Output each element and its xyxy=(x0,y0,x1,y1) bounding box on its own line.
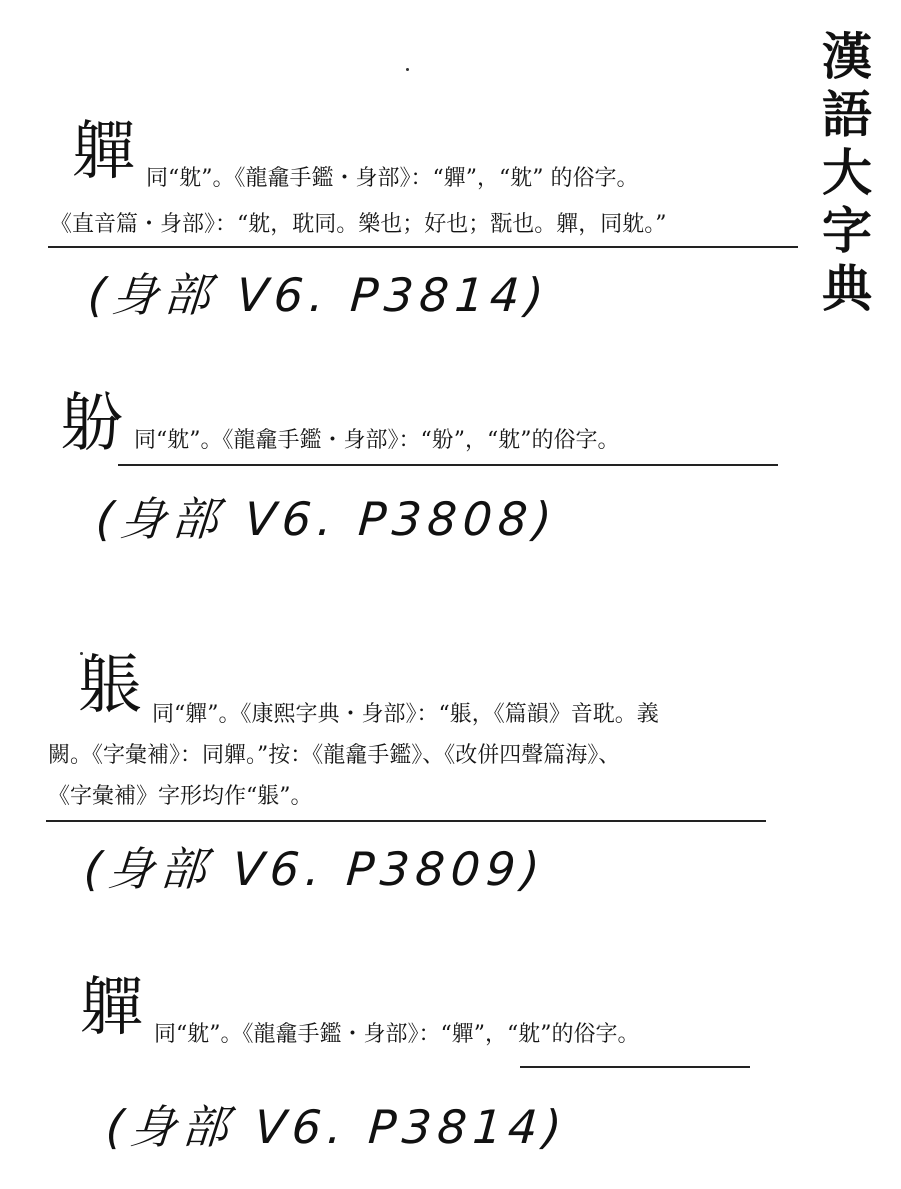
underline xyxy=(48,246,798,248)
handwritten-note: (身部 V6. P3808) xyxy=(94,492,560,546)
handwritten-note: (身部 V6. P3814) xyxy=(86,268,552,322)
definition-line: 同“軃”。《康熙字典・身部》：“躼，《篇韻》音耽。義 xyxy=(152,702,659,727)
underline xyxy=(46,820,766,822)
title-char: 大 xyxy=(822,144,872,202)
title-char: 語 xyxy=(822,86,872,144)
title-char: 漢 xyxy=(822,28,872,86)
head-character: 躼 xyxy=(78,649,142,723)
definition-line: 闕。《字彙補》：同軃。”按：《龍龕手鑑》、《改併四聲篇海》、 xyxy=(48,743,621,768)
definition-line: 同“躭”。《龍龕手鑑・身部》：“軃”，“躭” 的俗字。 xyxy=(146,166,639,191)
dictionary-title xyxy=(817,28,877,318)
handwritten-note: (身部 V6. P3814) xyxy=(104,1100,570,1154)
definition-line: 同“躭”。《龍龕手鑑・身部》：“軃”，“躭”的俗字。 xyxy=(154,1022,640,1047)
definition-line: 《直音篇・身部》：“躭，耽同。樂也；好也；翫也。軃，同躭。” xyxy=(50,212,667,237)
definition-line: 《字彙補》字形均作“躼”。 xyxy=(48,784,313,809)
head-character: 軃 xyxy=(80,971,144,1045)
title-char: 典 xyxy=(822,260,872,318)
underline xyxy=(520,1066,750,1068)
handwritten-note: (身部 V6. P3809) xyxy=(82,842,548,896)
underline xyxy=(118,464,778,466)
head-character: 躮 xyxy=(60,387,124,461)
head-character: 軃 xyxy=(72,115,136,189)
title-char: 字 xyxy=(822,202,872,260)
speck xyxy=(406,68,409,71)
definition-line: 同“躭”。《龍龕手鑑・身部》：“躮”，“躭”的俗字。 xyxy=(134,428,620,453)
